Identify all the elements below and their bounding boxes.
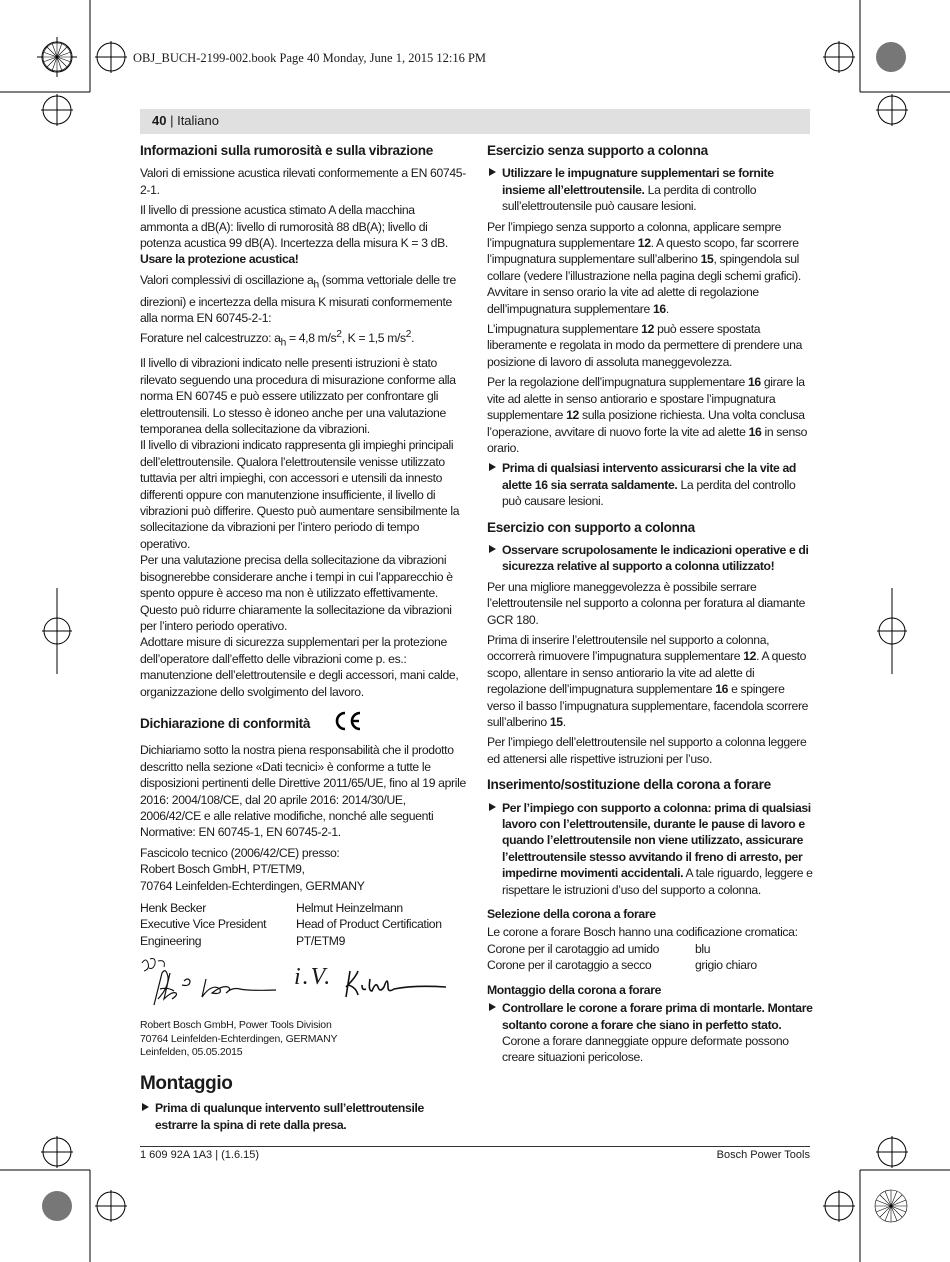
section-no-column-p2 [487,321,813,370]
tech-file-line-3: 70764 Leinfelden-Echterdingen, GERMANY [140,878,365,893]
ref-15: 15 [549,715,563,729]
color-row-1-label: Corone per il carotaggio ad umido [487,941,660,956]
header-language: Italiano [177,113,219,128]
bullet-triangle-icon [489,463,496,471]
footer-brand: Bosch Power Tools [716,1149,810,1161]
p-text: e spingere verso il basso l’impugnatura supplementare, facendola scorrere sull’alberino [487,682,809,729]
p-text: . A questo scopo, far scorrere l’impugnatura supplementare sull’alberino [487,236,799,267]
address-line-1: Robert Bosch GmbH, Power Tools Division [140,1019,332,1032]
section-no-column-p3 [487,374,813,456]
noise-title: Informazioni sulla rumorosità e sulla vibrazione [140,143,434,158]
ref-12: 12 [641,322,655,337]
bullet-text: La perdita di controllo sull’elettroutensile può causare lesioni. [502,182,757,214]
signer-1-name: Henk Becker [140,901,206,915]
signatures [140,955,466,1015]
p-text: L’impugnatura supplementare [487,322,642,337]
conformity-title-text: Dichiarazione di conformità [140,715,311,731]
section-with-column-p2 [487,632,813,730]
montaggio-bullet-text: Prima di qualunque intervento sull’elettroutensile estrarre la spina di rete dalla presa. [155,1101,424,1132]
p-text: Per l’impiego senza supporto a colonna, applicare sempre l’impugnatura supplementare [487,219,782,251]
signer-2-name: Helmut Heinzelmann [296,901,403,915]
vibration-paragraph-5: Adottare misure di sicurezza supplementari per la protezione dell’operatore dall’effetto delle vibrazioni come p. es.: manutenzione dell’elettroutensile e degli accessori, mani calde, organizzazione dello svolgimento del lavoro. [140,635,459,699]
page-header-bar [140,109,810,134]
vib-text-e: , K = 1,5 m/s [341,330,406,345]
header-separator: | [166,113,178,128]
montaggio-bullet [140,1100,466,1133]
color-code-table [487,941,813,974]
p-text: . [562,715,566,729]
tech-file-line-2: Robert Bosch GmbH, PT/ETM9, [140,862,305,877]
vibration-paragraph-2: Il livello di vibrazioni indicato nelle presenti istruzioni è stato rilevato seguendo una procedura di misurazione conforme alla norma EN 60745 e può essere utilizzato per confrontare gli elettroutensili. Lo stesso è idoneo anche per una valutazione temporanea della sollecitazione da vibrazioni. [140,356,456,437]
p-text: girare la vite ad alette in senso antiorario e spostare l’impugnatura supplementare [487,375,805,423]
page-header [152,113,219,128]
bullet-triangle-icon [489,803,496,811]
vibration-paragraph-3: Il livello di vibrazioni indicato rappresenta gli impieghi principali dell’elettroutensile. Qualora l’elettroutensile venisse utilizzato tuttavia per altri impieghi, con accessori e utensili da innesto differenti oppure con manutenzione insufficiente, il livello di vibrazioni può differire. Questo può aumentare sensibilmente la sollecitazione da vibrazioni per l’intero periodo di tempo operativo. [140,438,460,551]
ref-12: 12 [743,649,757,664]
footer-divider [140,1146,810,1147]
p-text: Prima di inserire l’elettroutensile nel supporto a colonna, occorrerà rimuovere l’impugnatura supplementare [487,632,770,664]
p-text: , spingendola sul collare (vedere l’illustrazione nella pagina degli schemi grafici). Avvitare in senso orario la vite ad alette di regolazione dell’impugnatura supplementare [487,252,801,316]
p-text: in senso orario. [487,424,808,455]
section-core-bit-title: Inserimento/sostituzione della corona a forare [487,777,771,793]
core-bit-mounting-bullet [487,1000,813,1066]
page-number: 40 [152,113,167,128]
ref-16: 16 [715,682,729,697]
p-text: . A questo scopo, allentare in senso antiorario la vite ad alette di regolazione dell’impugnatura supplementare [487,649,807,697]
vib-text-d: = 4,8 m/s [285,330,337,345]
signers [140,900,466,949]
signature-2-iv: i.V. [294,964,333,991]
bullet-bold-text: Prima di qualsiasi intervento assicurarsi che la vite ad alette 16 sia serrata saldamente. [502,461,797,492]
bullet-triangle-icon [489,168,496,176]
signer-2-title: Head of Product Certification [296,917,442,932]
bullet-triangle-icon [142,1103,149,1111]
ref-16: 16 [748,424,762,439]
footer-doc-number: 1 609 92A 1A3 | (1.6.15) [140,1149,260,1161]
noise-paragraph-1: Valori di emissione acustica rilevati conformemente a EN 60745-2-1. [140,166,466,197]
section-with-column-p3: Per l’impiego dell’elettroutensile nel supporto a colonna leggere ed attenersi alle rispettive istruzioni per l’uso. [487,735,807,766]
bullet-triangle-icon [489,545,496,553]
section-core-bit-bullet-1 [487,800,813,898]
ref-15: 15 [700,252,714,267]
vib-superscript-2: 2 [405,328,412,340]
address-line-3: Leinfelden, 05.05.2015 [140,1046,243,1059]
signer-1-dept: Engineering [140,933,202,948]
bullet-triangle-icon [489,1003,496,1011]
ce-mark-icon [332,710,364,736]
address-block [140,1019,466,1060]
vib-text-a: Valori complessivi di oscillazione a [140,272,314,287]
core-bit-selection-p1: Le corone a forare Bosch hanno una codificazione cromatica: [487,925,798,940]
vib-text-b: (somma vettoriale delle tre direzioni) e incertezza della misura K misurati conformemente alla norma EN 60745-2-1: [140,272,456,326]
montaggio-title: Montaggio [140,1072,233,1094]
ref-12: 12 [566,408,579,423]
bullet-text: La perdita del controllo può causare lesioni. [502,477,796,509]
bullet-text: A tale riguardo, leggere e rispettare le istruzioni d’uso del supporto a colonna. [502,866,813,897]
vibration-paragraph-4: Per una valutazione precisa della sollecitazione da vibrazioni bisognerebbe considerare anche i tempi in cui l’apparecchio è spento oppure è acceso ma non è utilizzato effettivamente. Questo può ridurre chiaramente la sollecitazione da vibrazioni per l’intero periodo operativo. [140,553,453,633]
color-row-2-label: Corone per il carotaggio a secco [487,958,652,973]
p-text: può essere spostata liberamente e regolata in modo da permettere di prendere una posizione di lavoro di assoluta maneggevolezza. [487,322,803,369]
ref-16: 16 [652,301,666,316]
ref-12: 12 [637,236,651,251]
signature-1-image [140,955,280,1013]
noise-paragraph-2 [140,202,466,268]
section-with-column-p1: Per una migliore maneggevolezza è possibile serrare l’elettroutensile nel supporto a colonna per foratura al diamante GCR 180. [487,579,806,627]
signer-2-dept: PT/ETM9 [296,933,346,948]
noise-text: Il livello di pressione acustica stimato A della macchina ammonta a dB(A): livello di rumorosità 88 dB(A); livello di potenza acustica 99 dB(A). Incertezza della misura K = 3 dB. [140,203,448,251]
signer-1-title: Executive Vice President [140,917,267,932]
section-no-column-p1 [487,219,813,317]
bullet-bold-text: Per l’impiego con supporto a colonna: prima di qualsiasi lavoro con l’elettroutensile, durante le pause di lavoro e quando l’elettroutensile non viene utilizzato, assicurare l’elettroutensile stesso avvitando il freno di arresto, per impedirne movimenti accidentali. [502,800,811,881]
right-column [487,141,813,1070]
conformity-paragraph-2 [140,845,466,894]
noise-warning: Usare la protezione acustica! [140,252,299,267]
section-no-column-title: Esercizio senza supporto a colonna [487,143,708,158]
vibration-paragraph-1 [140,272,466,352]
p-text: sulla posizione richiesta. Una volta conclusa l’operazione, avvitare di nuovo forte la vite ad alette [487,408,805,439]
color-row-1-value: blu [695,941,711,956]
bullet-bold-text: Osservare scrupolosamente le indicazioni operative e di sicurezza relative al supporto a colonna utilizzato! [502,542,809,574]
color-row-2-value: grigio chiaro [695,958,757,973]
conformity-title [140,710,466,736]
vib-text-f: . [411,330,415,345]
tech-file-line-1: Fascicolo tecnico (2006/42/CE) presso: [140,845,340,860]
print-slug: OBJ_BUCH-2199-002.book Page 40 Monday, June 1, 2015 12:16 PM [133,51,487,65]
vib-text-c: Forature nel calcestruzzo: a [140,330,281,345]
section-no-column-bullet-1 [487,165,813,214]
ref-16: 16 [747,375,761,390]
address-line-2: 70764 Leinfelden-Echterdingen, GERMANY [140,1032,338,1045]
p-text: . [665,301,669,316]
bullet-bold-text: Utilizzare le impugnature supplementari se fornite insieme all’elettroutensile. [502,166,774,197]
section-with-column-bullet [487,542,813,575]
p-text: Per la regolazione dell’impugnatura supplementare [487,375,748,390]
bullet-text: Corone a forare danneggiate oppure deformate possono creare situazioni pericolose. [502,1033,789,1065]
left-column [140,141,466,1137]
vib-superscript: 2 [336,328,342,340]
conformity-paragraph-1: Dichiariamo sotto la nostra piena responsabilità che il prodotto descritto nella sezione «Dati tecnici» è conforme a tutte le disposizioni pertinenti delle Direttive 2011/65/UE, fino al 19 aprile 2016: 2004/108/CE, dal 20 aprile 2016: 2014/30/UE, 2006/42/CE e alle relative modifiche, nonché alle seguenti Normative: EN 60745-1, EN 60745-2-1. [140,743,466,840]
bullet-bold-text: Controllare le corone a forare prima di montarle. Montare soltanto corone a forare che siano in perfetto stato. [502,1001,813,1032]
vib-subscript: h [313,279,319,291]
core-bit-selection-title: Selezione della corona a forare [487,907,656,922]
section-with-column-title: Esercizio con supporto a colonna [487,519,695,535]
section-no-column-bullet-2 [487,460,813,509]
signature-2-image [342,963,446,1007]
core-bit-mounting-title: Montaggio della corona a forare [487,982,662,997]
vib-subscript-2: h [280,337,286,348]
